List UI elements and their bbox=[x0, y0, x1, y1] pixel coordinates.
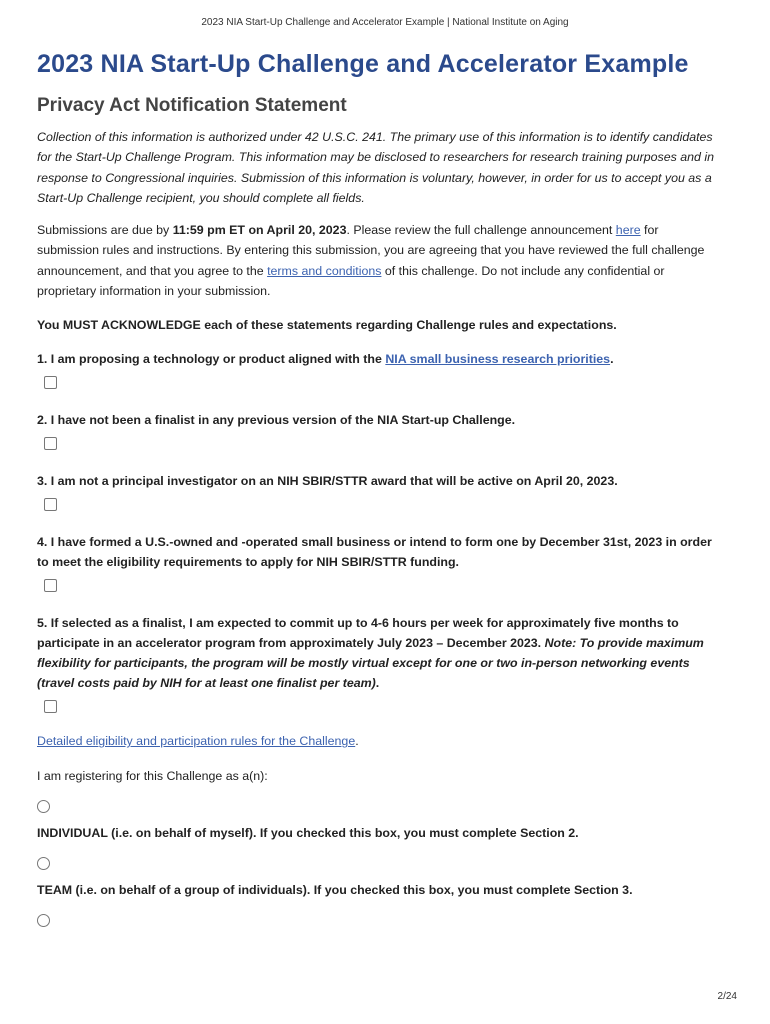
team-option bbox=[37, 880, 717, 900]
page-number: 2/24 bbox=[717, 991, 737, 1002]
statement-5-note: Note: To provide maximum flexibility for participants, the program will be mostly virtual except for one or two in-person networking events (travel costs paid by NIH for at least one finalist per team) bbox=[37, 636, 704, 691]
submission-text-3: for submission rules and instructions. By entering this submission, you are agreeing that you have reviewed the full challenge announcement, and that you agree to the bbox=[37, 223, 705, 278]
running-header: 2023 NIA Start-Up Challenge and Accelerator Example | National Institute on Aging bbox=[201, 17, 569, 28]
individual-label: INDIVIDUAL bbox=[37, 825, 108, 840]
statement-1-end: . bbox=[610, 352, 614, 367]
document-body bbox=[37, 48, 717, 927]
announcement-here-link[interactable]: here bbox=[615, 223, 641, 238]
statement-5-checkbox[interactable] bbox=[44, 700, 57, 713]
radio-team[interactable] bbox=[37, 914, 50, 927]
submission-paragraph bbox=[37, 220, 717, 301]
team-label: TEAM bbox=[37, 882, 73, 897]
eligibility-paragraph bbox=[37, 731, 717, 751]
statement-1-text: 1. I am proposing a technology or product aligned with the bbox=[37, 352, 386, 367]
acknowledge-instruction: You MUST ACKNOWLEDGE each of these statements regarding Challenge rules and expectations. bbox=[37, 318, 617, 333]
statement-5 bbox=[37, 613, 717, 693]
statement-2-checkbox[interactable] bbox=[44, 437, 57, 450]
submission-text-1: Submissions are due by bbox=[37, 223, 173, 238]
privacy-heading: Privacy Act Notification Statement bbox=[37, 95, 347, 116]
terms-and-conditions-link[interactable]: terms and conditions bbox=[267, 263, 382, 278]
page-title: 2023 NIA Start-Up Challenge and Accelerator Example bbox=[37, 50, 689, 78]
radio-individual[interactable] bbox=[37, 857, 50, 870]
statement-5-text: 5. If selected as a finalist, I am expected to commit up to 4-6 hours per week for approximately five months to participate in an accelerator program from approximately July 2023 – December 2023. bbox=[37, 616, 679, 651]
statement-3-checkbox[interactable] bbox=[44, 498, 57, 511]
individual-option bbox=[37, 823, 717, 843]
deadline: 11:59 pm ET on April 20, 2023 bbox=[172, 223, 347, 238]
statement-3: 3. I am not a principal investigator on an NIH SBIR/STTR award that will be active on April 20, 2023. bbox=[37, 474, 618, 489]
statement-1 bbox=[37, 349, 717, 369]
statement-1-checkbox[interactable] bbox=[44, 376, 57, 389]
privacy-statement: Collection of this information is authorized under 42 U.S.C. 241. The primary use of this information is to identify candidates for the Start-Up Challenge Program. This information may be disclosed to researchers for research training purposes and in response to Congressional inquiries. Submission of this information is voluntary, however, in order for us to accept you as a Start-Up Challenge recipient, you should complete all fields. bbox=[37, 130, 714, 205]
individual-text: (i.e. on behalf of myself). If you checked this box, you must complete Section 2. bbox=[107, 825, 579, 840]
eligibility-rules-link[interactable]: Detailed eligibility and participation rules for the Challenge bbox=[37, 734, 356, 749]
statement-5-end: . bbox=[375, 676, 380, 691]
statement-2: 2. I have not been a finalist in any previous version of the NIA Start-up Challenge. bbox=[37, 413, 516, 428]
research-priorities-link[interactable]: NIA small business research priorities bbox=[385, 352, 611, 367]
statement-4-checkbox[interactable] bbox=[44, 579, 57, 592]
statement-4: 4. I have formed a U.S.-owned and -operated small business or intend to form one by December 31st, 2023 in order to meet the eligibility requirements to apply for NIH SBIR/STTR funding. bbox=[37, 535, 712, 570]
registering-prompt: I am registering for this Challenge as a(n): bbox=[37, 768, 268, 783]
eligibility-end: . bbox=[355, 734, 359, 749]
radio-unlabeled-1[interactable] bbox=[37, 800, 50, 813]
submission-text-4: of this challenge. Do not include any confidential or proprietary information in your submission. bbox=[37, 263, 665, 299]
team-text: (i.e. on behalf of a group of individuals). If you checked this box, you must complete Section 3. bbox=[72, 882, 633, 897]
submission-text-2: . Please review the full challenge announcement bbox=[346, 223, 616, 238]
